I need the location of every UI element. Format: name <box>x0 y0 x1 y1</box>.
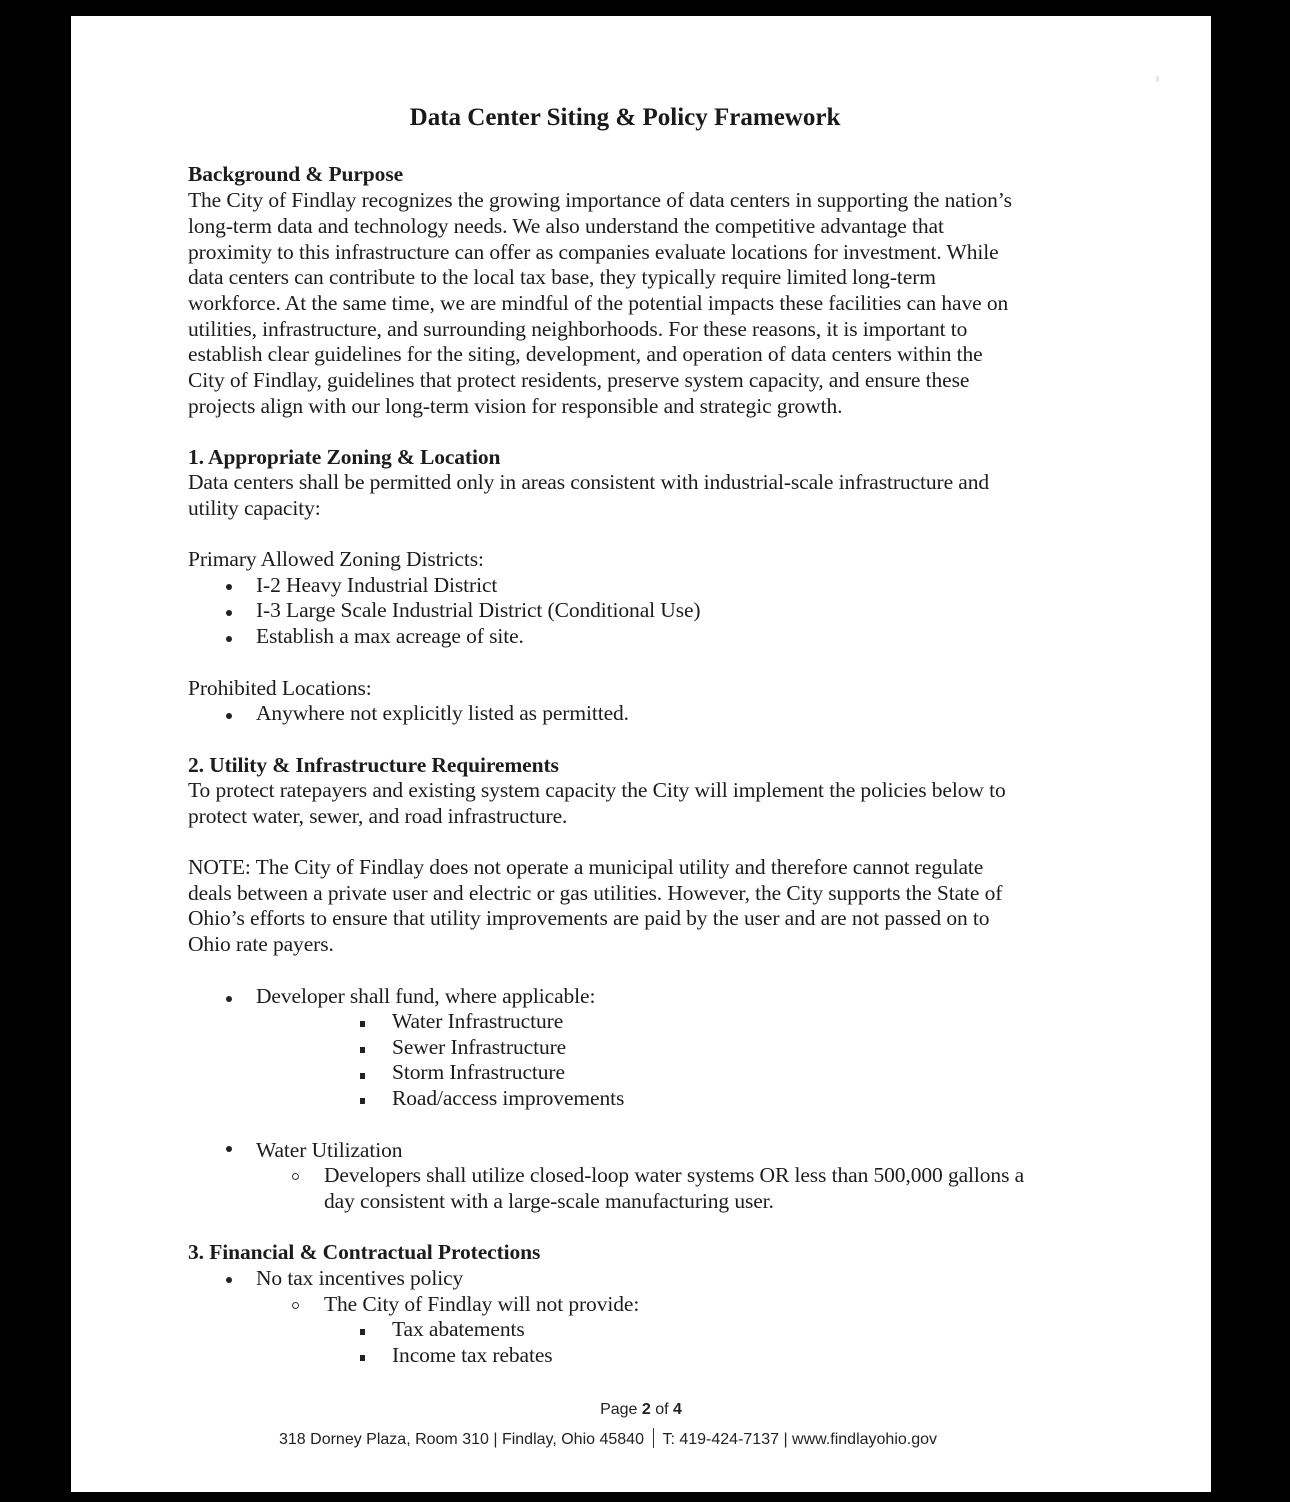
background-heading: Background & Purpose <box>188 162 404 186</box>
prohibited-locations-label: Prohibited Locations: <box>188 676 372 700</box>
page-prefix: Page <box>600 1401 642 1418</box>
background-line: projects align with our long-term vision for responsible and strategic growth. <box>188 394 843 418</box>
background-line: long-term data and technology needs. We also understand the competitive advantage that <box>188 214 944 238</box>
allowed-zoning-item: Establish a max acreage of site. <box>256 624 524 648</box>
page-total: 4 <box>673 1401 682 1418</box>
page-current: 2 <box>641 1401 651 1418</box>
background-line: establish clear guidelines for the siting, development, and operation of data centers within the <box>188 342 983 366</box>
section2-heading: 2. Utility & Infrastructure Requirements <box>188 753 559 777</box>
square-bullet-icon <box>360 1021 365 1027</box>
bullet-icon <box>226 610 232 616</box>
water-utilization-line: Developers shall utilize closed-loop water systems OR less than 500,000 gallons a <box>324 1163 1025 1187</box>
tax-policy-item: Income tax rebates <box>392 1343 553 1367</box>
footer-contact <box>279 1428 937 1449</box>
water-utilization-label: Water Utilization <box>256 1138 403 1162</box>
background-line: The City of Findlay recognizes the growing importance of data centers in supporting the nation’s <box>188 188 1012 212</box>
section1-intro-line: Data centers shall be permitted only in areas consistent with industrial-scale infrastructure and <box>188 470 990 494</box>
background-line: City of Findlay, guidelines that protect residents, preserve system capacity, and ensure these <box>188 368 970 392</box>
background-line: workforce. At the same time, we are mindful of the potential impacts these facilities can have on <box>188 291 1009 315</box>
developer-fund-label: Developer shall fund, where applicable: <box>256 984 596 1008</box>
background-line: proximity to this infrastructure can offer as companies evaluate locations for investment. While <box>188 240 999 264</box>
bullet-icon <box>226 996 232 1002</box>
background-line: data centers can contribute to the local tax base, they typically require limited long-term <box>188 265 936 289</box>
allowed-zoning-item: I-2 Heavy Industrial District <box>256 573 498 597</box>
square-bullet-icon <box>360 1355 365 1361</box>
allowed-zoning-label: Primary Allowed Zoning Districts: <box>188 547 484 571</box>
circle-bullet-icon <box>292 1302 299 1309</box>
square-bullet-icon <box>360 1329 365 1335</box>
square-bullet-icon <box>360 1073 365 1079</box>
section3-heading: 3. Financial & Contractual Protections <box>188 1240 541 1264</box>
prohibited-location-item: Anywhere not explicitly listed as permitted. <box>256 701 629 725</box>
note-line: deals between a private user and electric or gas utilities. However, the City supports the State of <box>188 881 1003 905</box>
section1-intro-line: utility capacity: <box>188 496 321 520</box>
document-page <box>71 16 1211 1492</box>
bullet-icon <box>226 713 232 719</box>
tax-policy-label: No tax incentives policy <box>256 1266 464 1290</box>
page-number <box>71 1401 1211 1419</box>
section2-intro-line: protect water, sewer, and road infrastructure. <box>188 804 568 828</box>
note-line: NOTE: The City of Findlay does not operate a municipal utility and therefore cannot regulate <box>188 855 984 879</box>
allowed-zoning-item: I-3 Large Scale Industrial District (Conditional Use) <box>256 598 701 622</box>
note-line: Ohio’s efforts to ensure that utility improvements are paid by the user and are not passed on to <box>188 906 990 930</box>
section1-heading: 1. Appropriate Zoning & Location <box>188 445 501 469</box>
tax-policy-sub-label: The City of Findlay will not provide: <box>324 1292 640 1316</box>
bullet-icon <box>226 636 232 642</box>
page-mid: of <box>650 1401 674 1418</box>
document-title: Data Center Siting & Policy Framework <box>409 104 841 131</box>
scan-artifact <box>1156 76 1159 82</box>
fund-item: Road/access improvements <box>392 1086 625 1110</box>
fund-item: Sewer Infrastructure <box>392 1035 567 1059</box>
water-utilization-line: day consistent with a large-scale manufacturing user. <box>324 1189 774 1213</box>
section2-intro-line: To protect ratepayers and existing system capacity the City will implement the policies below to <box>188 778 1006 802</box>
note-line: Ohio rate payers. <box>188 932 334 956</box>
circle-bullet-icon <box>292 1173 299 1180</box>
tax-policy-item: Tax abatements <box>392 1317 525 1341</box>
bullet-icon <box>226 584 232 590</box>
fund-item: Storm Infrastructure <box>392 1060 565 1084</box>
fund-item: Water Infrastructure <box>392 1009 564 1033</box>
footer-phone-web: T: 419-424-7137 | www.findlayohio.gov <box>662 1431 938 1448</box>
square-bullet-icon <box>360 1047 365 1053</box>
footer-address: 318 Dorney Plaza, Room 310 | Findlay, Ohio 45840 <box>279 1431 644 1448</box>
bullet-icon <box>226 1146 232 1152</box>
footer-divider <box>653 1428 655 1448</box>
bullet-icon <box>226 1277 232 1283</box>
square-bullet-icon <box>360 1098 365 1104</box>
background-line: utilities, infrastructure, and surrounding neighborhoods. For these reasons, it is important to <box>188 317 968 341</box>
